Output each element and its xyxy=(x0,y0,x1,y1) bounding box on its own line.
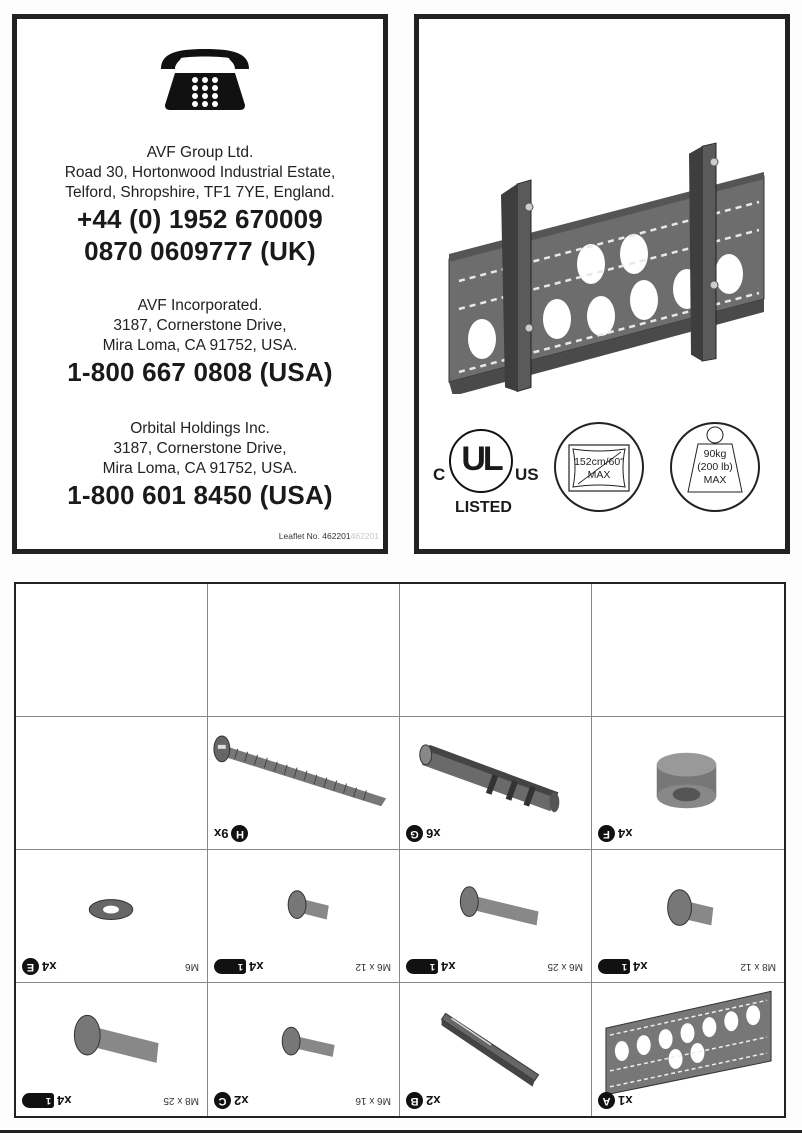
part-label xyxy=(598,958,776,976)
part-label xyxy=(598,1092,776,1110)
part-quantity xyxy=(406,826,440,843)
quantity-text: x4 xyxy=(249,959,264,975)
part-quantity xyxy=(22,1094,71,1109)
part-size: M6 x 16 xyxy=(355,1095,391,1107)
ul-listed-mark xyxy=(433,429,543,521)
part-b-arm-bracket xyxy=(400,983,592,1116)
part-letter-badge: C xyxy=(214,1093,231,1110)
quantity-text: x4 xyxy=(57,1093,72,1109)
part-h-lag-screw xyxy=(208,717,400,850)
address-line: 3187, Cornerstone Drive, xyxy=(113,317,287,334)
part-bolt-m6x25 xyxy=(400,850,592,983)
quantity-text: x4 xyxy=(42,959,57,975)
certification-badges xyxy=(419,419,785,529)
part-bolt-m6x12 xyxy=(208,850,400,983)
phone-number: +44 (0) 1952 670009 xyxy=(77,204,323,234)
part-label xyxy=(214,1092,391,1110)
part-letter-badge: E xyxy=(22,959,39,976)
part-quantity xyxy=(406,1093,440,1110)
weight-kg: 90kg xyxy=(703,448,727,460)
part-label xyxy=(22,1092,199,1110)
part-label xyxy=(214,958,391,976)
screen-diagonal-icon xyxy=(568,444,630,492)
quantity-text: x2 xyxy=(234,1093,249,1109)
part-quantity xyxy=(214,826,248,843)
ul-prefix: C xyxy=(433,465,446,484)
leaflet-text: Leaflet No. 462201 xyxy=(278,531,351,541)
part-size: M8 x 25 xyxy=(163,1095,199,1107)
part-bolt-m8x25 xyxy=(16,983,208,1116)
company-name: Orbital Holdings Inc. xyxy=(130,420,270,437)
part-g-wall-plug xyxy=(400,717,592,850)
parts-cell-empty xyxy=(592,584,784,717)
contact-panel xyxy=(12,14,388,554)
quantity-text: x4 xyxy=(441,959,456,975)
part-size: M6 x 25 xyxy=(547,961,583,973)
weight-lb: (200 lb) xyxy=(697,461,733,473)
leaflet-number xyxy=(279,531,379,541)
leaflet-ghost-text: 462201 xyxy=(350,531,379,541)
part-quantity xyxy=(214,960,263,975)
part-size: M6 x 12 xyxy=(355,961,391,973)
part-quantity xyxy=(598,1093,632,1110)
screw-badge: 1 xyxy=(22,1094,54,1109)
parts-cell-empty xyxy=(208,584,400,717)
contact-avf-inc xyxy=(17,296,383,388)
part-quantity xyxy=(406,960,455,975)
address-line: Road 30, Hortonwood Industrial Estate, xyxy=(64,164,336,181)
part-c-bolt-m6x16 xyxy=(208,983,400,1116)
contact-uk xyxy=(17,143,383,267)
part-label xyxy=(406,958,583,976)
part-a-wall-plate xyxy=(592,983,784,1116)
company-name: AVF Group Ltd. xyxy=(146,144,254,161)
part-quantity xyxy=(22,959,56,976)
max-screen-size-badge xyxy=(554,422,644,512)
quantity-text: x4 xyxy=(633,959,648,975)
ul-suffix: US xyxy=(515,465,539,484)
address-line: 3187, Cornerstone Drive, xyxy=(113,440,287,457)
part-label xyxy=(214,825,391,843)
part-quantity xyxy=(214,1093,248,1110)
address-line: Mira Loma, CA 91752, USA. xyxy=(102,460,298,477)
part-label xyxy=(598,825,776,843)
address-line: Telford, Shropshire, TF1 7YE, England. xyxy=(65,184,335,201)
part-f-spacer xyxy=(592,717,784,850)
quantity-text: x6 xyxy=(426,826,441,842)
part-e-washer xyxy=(16,850,208,983)
screw-badge: 1 xyxy=(406,960,438,975)
bottom-rule xyxy=(0,1130,802,1133)
ul-logo-text: UL xyxy=(461,440,501,478)
screw-badge: 1 xyxy=(214,960,246,975)
part-letter-badge: F xyxy=(598,826,615,843)
part-letter-badge: G xyxy=(406,826,423,843)
part-label xyxy=(22,958,199,976)
wall-mount-illustration xyxy=(439,84,779,394)
product-panel xyxy=(414,14,790,554)
part-letter-badge: A xyxy=(598,1093,615,1110)
company-name: AVF Incorporated. xyxy=(137,297,263,314)
phone-number: 1-800 667 0808 (USA) xyxy=(67,357,333,387)
telephone-icon xyxy=(157,47,253,111)
parts-grid xyxy=(14,582,786,1118)
part-quantity xyxy=(598,960,647,975)
parts-cell-empty xyxy=(16,717,208,850)
part-bolt-m8x12 xyxy=(592,850,784,983)
part-label xyxy=(406,1092,583,1110)
quantity-text: x1 xyxy=(618,1093,633,1109)
part-quantity xyxy=(598,826,632,843)
quantity-text: x4 xyxy=(618,826,633,842)
ul-circle xyxy=(449,429,513,493)
part-letter-badge: H xyxy=(231,826,248,843)
part-letter-badge: B xyxy=(406,1093,423,1110)
quantity-text: 9x xyxy=(214,826,229,842)
contact-orbital xyxy=(17,419,383,511)
quantity-text: x2 xyxy=(426,1093,441,1109)
address-line: Mira Loma, CA 91752, USA. xyxy=(102,337,298,354)
max-weight-badge xyxy=(670,422,760,512)
phone-number: 1-800 601 8450 (USA) xyxy=(67,480,333,510)
ul-listed-label: LISTED xyxy=(455,499,512,516)
parts-cell-empty xyxy=(400,584,592,717)
phone-number: 0870 0609777 (UK) xyxy=(84,236,316,266)
screen-size-text: 152cm/60" xyxy=(574,456,624,468)
parts-cell-empty xyxy=(16,584,208,717)
part-label xyxy=(406,825,583,843)
screen-size-max: MAX xyxy=(587,469,611,481)
screw-badge: 1 xyxy=(598,960,630,975)
part-size: M8 x 12 xyxy=(740,961,776,973)
part-size: M6 xyxy=(185,961,199,973)
weight-max: MAX xyxy=(703,474,727,486)
